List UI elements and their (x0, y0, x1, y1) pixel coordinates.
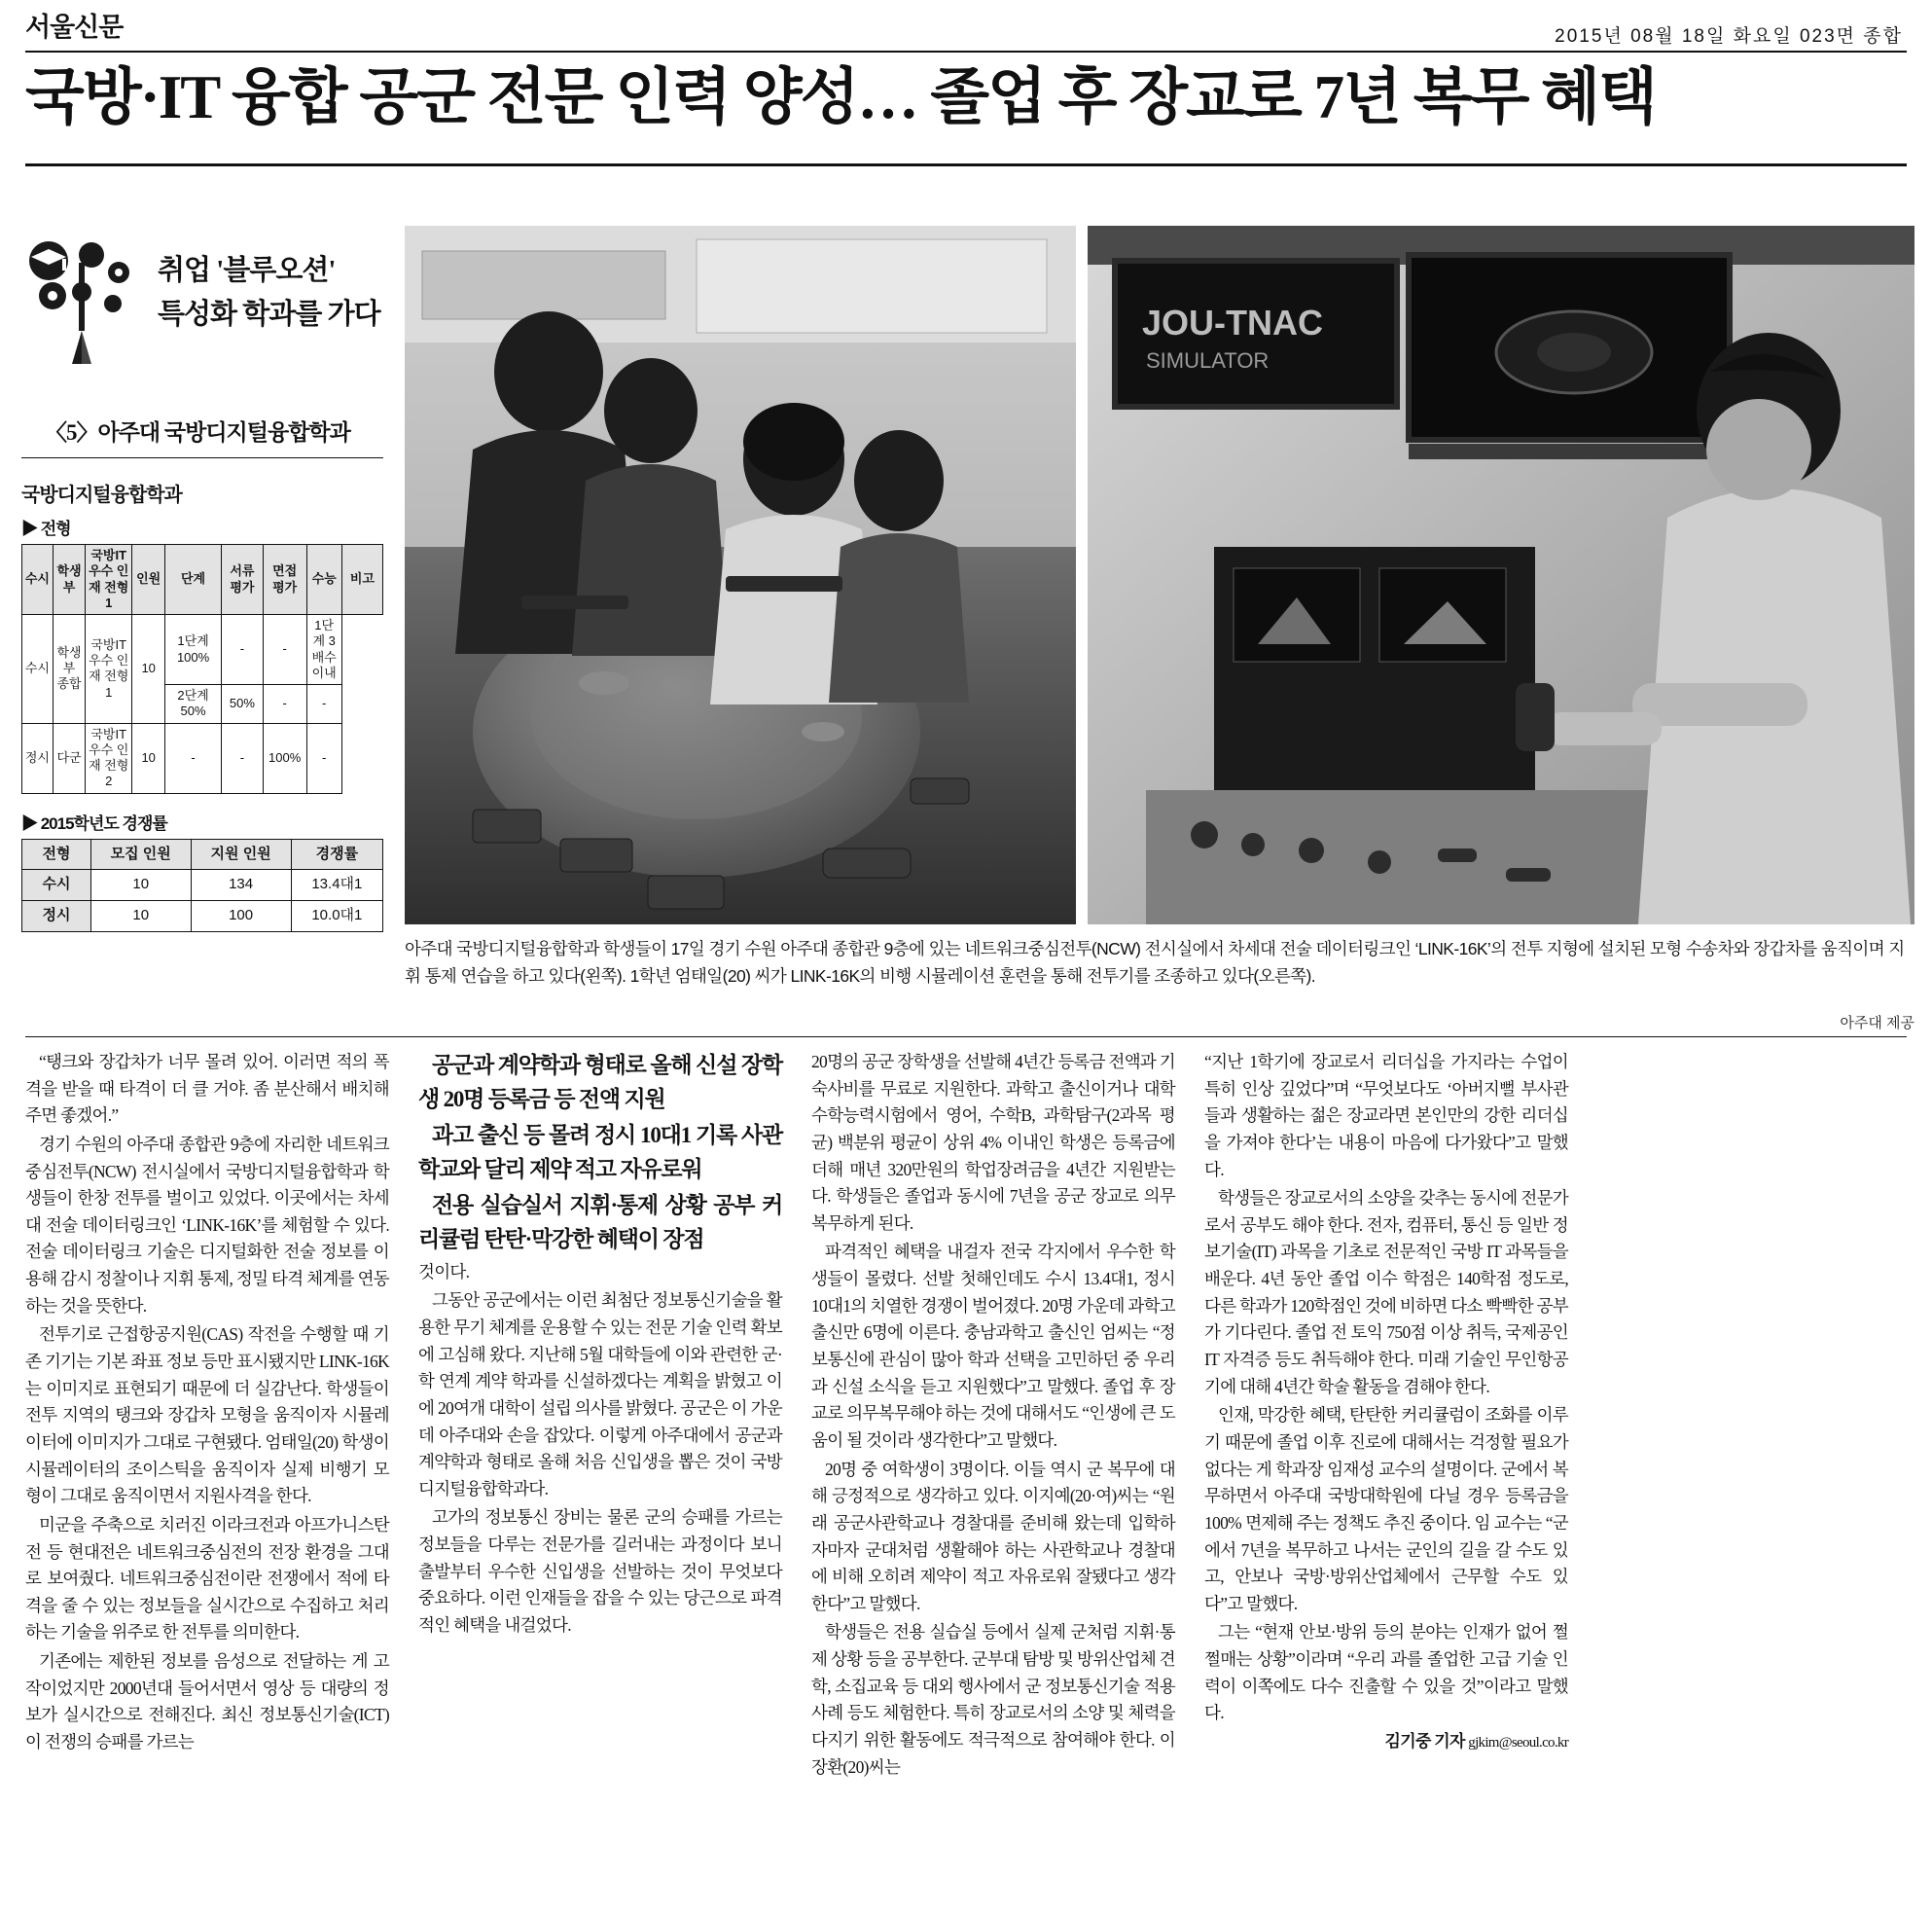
table-header-row (22, 839, 383, 870)
th-7: 수능 (306, 545, 341, 615)
cell-r0-c7: - (263, 615, 306, 685)
paragraph: 경기 수원의 아주대 종합관 9층에 자리한 네트워크중심전투(NCW) 전시실에서 국방디지털융합학과 학생들이 한창 전투를 벌이고 있었다. 이곳에서는 차세대 전술 데이터링크인 ‘LINK-16K’를 체험할 수 있다. 전술 데이터링크 기술은 디지털화한 전술 정보를 이용해 감시 정찰이나 지휘 통제, 정밀 타격 체계를 연동하는 것을 뜻한다. (25, 1134, 389, 1316)
photo-credit: 아주대 제공 (1840, 1015, 1914, 1031)
svg-text:JOU-TNAC: JOU-TNAC (1142, 303, 1323, 343)
paragraph: 20명 중 여학생이 3명이다. 이들 역시 군 복무에 대해 긍정적으로 생각하고 있다. 이지예(20·여)씨는 “원래 공군사관학교나 경찰대를 준비해 왔는데 입학하자마자 군대처럼 생활해야 하는 사관학교나 경찰대에 비해 오히려 제약이 적고 자유로워 잘됐다고 생각한다”고 말했다. (811, 1459, 1175, 1613)
subheadline-3: 전용 실습실서 지휘·통제 상황 공부 커리큘럼 탄탄·막강한 혜택이 장점 (418, 1192, 782, 1251)
paragraph: 그동안 공군에서는 이런 최첨단 정보통신기술을 활용한 무기 체계를 운용할 수 있는 전문 기술 인력 확보에 고심해 왔다. 지난해 5월 대학들에 이와 관련한 군·학 연계 계약 학과를 신설하겠다는 계획을 밝혔고 이에 20여개 대학이 설립 의사를 밝혔다. 공군은 이 가운데 아주대와 손을 잡았다. 이렇게 아주대에서 공군과 계약학과 형태로 올해 처음 신입생을 뽑은 것이 국방디지털융합학과다. (418, 1290, 782, 1499)
caption-rule (25, 1036, 1907, 1037)
subheadline-1: 공군과 계약학과 형태로 올해 신설 장학생 20명 등록금 등 전액 지원 (418, 1053, 782, 1111)
table-section1-label: ▶ 전형 (21, 520, 71, 538)
th-1: 학생부 (53, 545, 85, 615)
subheadline-2: 과고 출신 등 몰려 정시 10대1 기록 사관학교와 달리 제약 적고 자유로워 (418, 1122, 782, 1181)
cell-r2-c7: 100% (263, 723, 306, 793)
th-8: 비고 (341, 545, 382, 615)
cell-r2-c1: 정시 (22, 723, 54, 793)
competition-rate-table (21, 839, 383, 932)
table-row (22, 870, 383, 901)
byline-email: gjkim@seoul.co.kr (1468, 1735, 1568, 1751)
cell-r1-c7: - (263, 685, 306, 724)
masthead-logo: 서울신문 (25, 13, 124, 42)
row-quota-0: 10 (90, 870, 191, 901)
paragraph: 파격적인 혜택을 내걸자 전국 각지에서 우수한 학생들이 몰렸다. 선발 첫해인데도 수시 13.4대1, 정시 10대1의 치열한 경쟁이 벌어졌다. 20명 가운데 과학고 출신만 6명에 이른다. 충남과학고 출신인 엄씨는 “정보통신에 관심이 많아 학과 선택을 고민하던 중 우리 과 신설 소식을 듣고 지원했다”고 말했다. 졸업 후 장교로 의무복무해야 하는 것에 대해서도 “인생에 큰 도움이 될 것이라 생각한다”고 말했다. (811, 1242, 1175, 1450)
dateline: 2015년 08월 18일 화요일 023면 종합 (1555, 26, 1903, 47)
cell-r0-c4: 10 (132, 615, 165, 724)
svg-text:SIMULATOR: SIMULATOR (1146, 348, 1270, 373)
row-applicants-1: 100 (191, 901, 291, 932)
cell-r0-c2: 학생부 종합 (53, 615, 85, 724)
th-6: 면접 평가 (263, 545, 306, 615)
th-4: 단계 (165, 545, 222, 615)
th2-0: 전형 (22, 839, 91, 870)
photo-students-terrain-model (405, 226, 1076, 924)
cell-r0-c1: 수시 (22, 615, 54, 724)
cell-r0-c8: 1단계 3배수 이내 (306, 615, 341, 685)
table-row (22, 723, 383, 793)
cell-r2-c5: - (165, 723, 222, 793)
body-column-3 (811, 1049, 1175, 1783)
series-subtitle: 〈5〉아주대 국방디지털융합학과 (45, 420, 350, 445)
body-column-4 (1204, 1049, 1568, 1757)
paragraph: 전투기로 근접항공지원(CAS) 작전을 수행할 때 기존 기기는 기본 좌표 정보 등만 표시됐지만 LINK-16K는 이미지로 표현되기 때문에 더 실감난다. 학생들이 전투 지역의 탱크와 장갑차 모형을 움직이자 시뮬레이터에 이미지가 그대로 구현됐다. 엄태일(20) 학생이 시뮬레이터의 조이스틱을 움직이자 실제 비행기 모형이 그대로 움직이면서 지원사격을 한다. (25, 1324, 389, 1506)
row-applicants-0: 134 (191, 870, 291, 901)
series-title (158, 249, 380, 337)
graduation-tree-icon (23, 239, 140, 366)
cell-r2-c2: 다군 (53, 723, 85, 793)
series-title-line1: 취업 '블루오션' (158, 255, 336, 286)
table-header-row (22, 545, 383, 615)
th-3: 인원 (132, 545, 165, 615)
paragraph: 학생들은 장교로서의 소양을 갖추는 동시에 전문가로서 공부도 해야 한다. 전자, 컴퓨터, 통신 등 일반 정보기술(IT) 과목을 기초로 전문적인 국방 IT 과목들을 배운다. 4년 동안 졸업 이수 학점은 140학점 정도로, 다른 학과가 120학점인 것에 비하면 다소 빡빡한 공부가 기다린다. 졸업 전 토익 750점 이상 취득, 국제공인 IT 자격증 등도 취득해야 한다. 미래 기술인 무인항공기에 대해 4년간 학술 활동을 겸해야 한다. (1204, 1188, 1568, 1396)
th-2: 국방IT 우수 인재 전형1 (86, 545, 132, 615)
th-5: 서류 평가 (222, 545, 264, 615)
row-type-0: 수시 (22, 870, 91, 901)
cell-r1-c8: - (306, 685, 341, 724)
cell-r2-c4: 10 (132, 723, 165, 793)
cell-r1-c6: 50% (222, 685, 264, 724)
page-title: 국방·IT 융합 공군 전문 인력 양성… 졸업 후 장교로 7년 복무 혜택 (25, 63, 1656, 131)
photo-flight-simulator (1088, 226, 1914, 924)
cell-r1-c5: 2단계 50% (165, 685, 222, 724)
headline-rule (25, 163, 1907, 166)
paragraph: 고가의 정보통신 장비는 물론 군의 승패를 가르는 정보들을 다루는 전문가를 길러내는 과정이다 보니 출발부터 우수한 신입생을 선발하는 것이 무엇보다 중요하다. 이런 인재들을 잡을 수 있는 당근으로 파격적인 혜택을 내걸었다. (418, 1507, 782, 1636)
cell-r2-c3: 국방IT 우수 인재 전형2 (86, 723, 132, 793)
table-row (22, 615, 383, 685)
paragraph: 기존에는 제한된 정보를 음성으로 전달하는 게 고작이었지만 2000년대 들어서면서 영상 등 대량의 정보가 실시간으로 전해진다. 최신 정보통신기술(ICT)이 전쟁의 승패를 가르는 (25, 1651, 389, 1752)
cell-r0-c3: 국방IT 우수 인재 전형1 (86, 615, 132, 724)
th2-2: 지원 인원 (191, 839, 291, 870)
paragraph: 학생들은 전용 실습실 등에서 실제 군처럼 지휘·통제 상황 등을 공부한다. 군부대 탐방 및 방위산업체 견학, 소집교육 등 대외 행사에서 군 정보통신기술 적용 사례 등도 체험한다. 특히 장교로서의 소양 및 체력을 다지기 위한 활동에도 적극적으로 참여해야 한다. 이장환(20)씨는 (811, 1622, 1175, 1777)
table-row (22, 901, 383, 932)
paragraph: “탱크와 장갑차가 너무 몰려 있어. 이러면 적의 폭격을 받을 때 타격이 더 클 거야. 좀 분산해서 배치해 주면 좋겠어.” (25, 1052, 389, 1126)
th-0: 수시 (22, 545, 54, 615)
series-rule (21, 457, 383, 458)
cell-r2-c8: - (306, 723, 341, 793)
paragraph: 20명의 공군 장학생을 선발해 4년간 등록금 전액과 기숙사비를 무료로 지원한다. 과학고 출신이거나 대학수학능력시험에서 영어, 수학B, 과학탐구(2과목 평균) 백분위 평균이 상위 4% 이내인 학생은 등록금에 더해 매년 320만원의 학업장려금을 4년간 지원받는다. 학생들은 졸업과 동시에 7년을 공군 장교로 의무복무하게 된다. (811, 1052, 1175, 1233)
row-quota-1: 10 (90, 901, 191, 932)
paragraph: 그는 “현재 안보·방위 등의 분야는 인재가 없어 쩔쩔매는 상황”이라며 “우리 과를 졸업한 고급 기술 인력이 이쪽에도 다수 진출할 수 있을 것”이라고 말했다. (1204, 1622, 1568, 1723)
admission-type-table (21, 544, 383, 794)
body-column-1 (25, 1049, 389, 1758)
paragraph: “지난 1학기에 장교로서 리더십을 가지라는 수업이 특히 인상 깊었다”며 “무엇보다도 ‘아버지뻘 부사관들과 생활하는 젊은 장교라면 본인만의 강한 리더십을 가져야 한다’는 내용이 마음에 다가왔다”고 말했다. (1204, 1052, 1568, 1179)
series-title-line2: 특성화 학과를 가다 (158, 298, 380, 330)
row-type-1: 정시 (22, 901, 91, 932)
table-title: 국방디지털융합학과 (21, 485, 182, 506)
table-section2-label: ▶ 2015학년도 경쟁률 (21, 813, 167, 833)
paragraph: 미군을 주축으로 치러진 이라크전과 아프가니스탄전 등 현대전은 네트워크중심전의 전장 환경을 그대로 보여줬다. 네트워크중심전이란 전쟁에서 적에 타격을 줄 수 있는 정보들을 실시간으로 수집하고 처리하는 기술을 위주로 한 전투를 의미한다. (25, 1514, 389, 1643)
paragraph: 인재, 막강한 혜택, 탄탄한 커리큘럼이 조화를 이루기 때문에 졸업 이후 진로에 대해서는 걱정할 필요가 없다는 게 학과장 임재성 교수의 설명이다. 군에서 복무하면서 아주대 국방대학원에 다닐 경우 등록금을 100% 면제해 주는 정책도 추진 중이다. 임 교수는 “군에서 7년을 복무하고 나서는 군인의 길을 갈 수도 있고, 안보나 국방·방위산업체에서 근무할 수도 있다”고 말했다. (1204, 1405, 1568, 1613)
cell-r0-c5: 1단계 100% (165, 615, 222, 685)
th2-1: 모집 인원 (90, 839, 191, 870)
admissions-table-block (21, 479, 383, 932)
row-ratio-0: 13.4대1 (291, 870, 382, 901)
byline (1204, 1729, 1568, 1755)
th2-3: 경쟁률 (291, 839, 382, 870)
top-rule (25, 51, 1907, 53)
photo-caption: 아주대 국방디지털융합학과 학생들이 17일 경기 수원 아주대 종합관 9층에 있는 네트워크중심전투(NCW) 전시실에서 차세대 전술 데이터링크인 ‘LINK-16K’의 전투 지형에 설치된 모형 수송차와 장갑차를 움직이며 지휘 통제 연습을 하고 있다(왼쪽). 1학년 엄태일(20) 씨가 LINK-16K의 비행 시뮬레이션 훈련을 통해 전투기를 조종하고 있다(오른쪽). (405, 939, 1905, 986)
paragraph: 것이다. (418, 1261, 470, 1282)
byline-name: 김기중 기자 (1384, 1732, 1465, 1751)
body-column-2 (418, 1049, 782, 1642)
cell-r0-c6: - (222, 615, 264, 685)
row-ratio-1: 10.0대1 (291, 901, 382, 932)
cell-r2-c6: - (222, 723, 264, 793)
